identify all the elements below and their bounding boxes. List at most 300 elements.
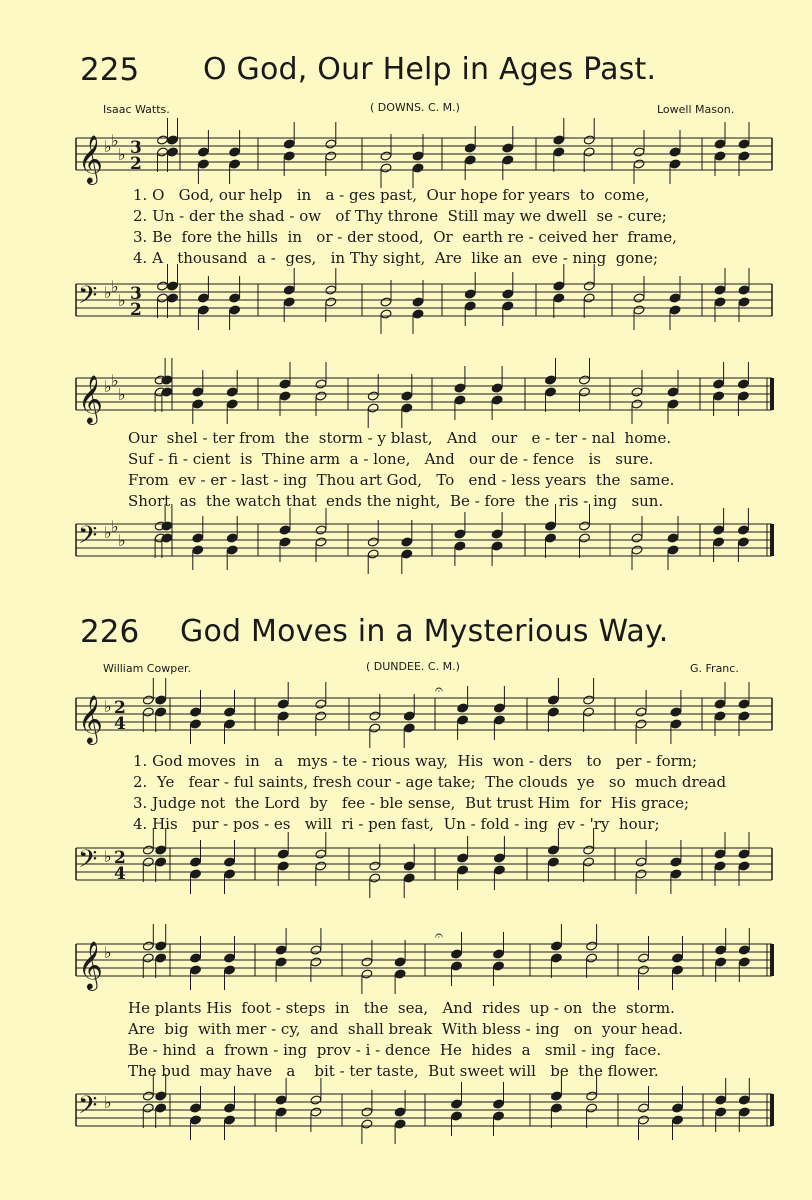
note-head bbox=[167, 281, 179, 291]
note-head bbox=[325, 139, 337, 149]
note-head bbox=[325, 151, 337, 161]
lyric-line: 4. His pur - pos - es will ri - pen fast, Un - fold - ing ev - 'ry hour; bbox=[133, 815, 660, 833]
note-head bbox=[380, 297, 392, 307]
note-head bbox=[315, 391, 327, 401]
note-head bbox=[737, 525, 749, 535]
staff-lines bbox=[76, 698, 772, 730]
bass-clef-icon: 𝄢 bbox=[78, 281, 98, 316]
note-head bbox=[457, 853, 469, 863]
note-head bbox=[545, 387, 557, 397]
music-system bbox=[0, 682, 812, 748]
note-head bbox=[157, 281, 169, 291]
note-head bbox=[633, 147, 645, 157]
lyric-line: From ev - er - last - ing Thou art God, To end - less years the same. bbox=[128, 471, 675, 489]
note-head bbox=[157, 147, 169, 157]
note-head bbox=[226, 387, 238, 397]
note-head bbox=[197, 159, 209, 169]
note-head bbox=[142, 845, 154, 855]
note-head bbox=[279, 379, 291, 389]
time-signature: 2 bbox=[114, 848, 126, 868]
note-head bbox=[310, 957, 322, 967]
note-head bbox=[457, 703, 469, 713]
note-head bbox=[310, 1095, 322, 1105]
note-head bbox=[367, 549, 379, 559]
lyric-line: Suf - fi - cient is Thine arm a - lone, And our de - fence is sure. bbox=[128, 450, 654, 468]
note-head bbox=[275, 957, 287, 967]
hymn-number: 225 bbox=[80, 52, 140, 88]
note-head bbox=[464, 289, 476, 299]
note-head bbox=[155, 695, 167, 705]
note-head bbox=[157, 135, 169, 145]
bass-clef-icon: 𝄢 bbox=[78, 845, 98, 880]
note-head bbox=[550, 941, 562, 951]
fermata-icon: 𝄐 bbox=[435, 928, 443, 944]
note-head bbox=[369, 873, 381, 883]
note-head bbox=[283, 139, 295, 149]
note-head bbox=[142, 1091, 154, 1101]
hymn-title: God Moves in a Mysterious Way. bbox=[180, 614, 669, 649]
note-head bbox=[412, 297, 424, 307]
hymn-author: Isaac Watts. bbox=[103, 103, 170, 116]
note-head bbox=[190, 707, 202, 717]
note-head bbox=[197, 147, 209, 157]
note-head bbox=[714, 297, 726, 307]
note-head bbox=[315, 849, 327, 859]
note-head bbox=[279, 537, 291, 547]
flat-icon: ♭ bbox=[104, 523, 112, 542]
note-head bbox=[155, 845, 167, 855]
note-head bbox=[380, 163, 392, 173]
note-head bbox=[229, 293, 241, 303]
note-head bbox=[369, 861, 381, 871]
note-head bbox=[457, 865, 469, 875]
note-head bbox=[361, 1107, 373, 1117]
notes bbox=[142, 678, 750, 748]
note-head bbox=[283, 285, 295, 295]
note-head bbox=[738, 1095, 750, 1105]
notes bbox=[157, 264, 750, 334]
note-head bbox=[310, 1107, 322, 1117]
note-head bbox=[155, 953, 167, 963]
note-head bbox=[325, 297, 337, 307]
note-head bbox=[394, 1119, 406, 1129]
note-head bbox=[714, 849, 726, 859]
music-system bbox=[0, 272, 812, 332]
lyric-line: He plants His foot - steps in the sea, And rides up - on the storm. bbox=[128, 999, 675, 1017]
note-head bbox=[669, 147, 681, 157]
note-head bbox=[224, 953, 236, 963]
note-head bbox=[545, 375, 557, 385]
hymn-composer: G. Franc. bbox=[690, 662, 739, 675]
flat-icon: ♭ bbox=[118, 145, 126, 164]
note-head bbox=[491, 529, 503, 539]
note-head bbox=[315, 861, 327, 871]
lyric-line: Our shel - ter from the storm - y blast, And our e - ter - nal home. bbox=[128, 429, 672, 447]
flat-icon: ♭ bbox=[111, 371, 119, 390]
note-head bbox=[451, 961, 463, 971]
note-head bbox=[713, 537, 725, 547]
note-head bbox=[583, 695, 595, 705]
note-head bbox=[713, 391, 725, 401]
note-head bbox=[738, 151, 750, 161]
note-head bbox=[738, 711, 750, 721]
note-head bbox=[579, 533, 591, 543]
note-head bbox=[190, 965, 202, 975]
flat-icon: ♭ bbox=[111, 517, 119, 536]
hymn-author: William Cowper. bbox=[103, 662, 191, 675]
lyric-line: Short as the watch that ends the night, Be - fore the ris - ing sun. bbox=[128, 492, 664, 510]
note-head bbox=[631, 399, 643, 409]
note-head bbox=[361, 957, 373, 967]
note-head bbox=[167, 293, 179, 303]
note-head bbox=[670, 869, 682, 879]
treble-clef-icon: 𝄞 bbox=[78, 940, 103, 989]
note-head bbox=[737, 537, 749, 547]
staff-lines bbox=[76, 848, 772, 880]
note-head bbox=[502, 155, 514, 165]
note-head bbox=[464, 143, 476, 153]
note-head bbox=[315, 711, 327, 721]
note-head bbox=[142, 1103, 154, 1113]
note-head bbox=[224, 857, 236, 867]
note-head bbox=[464, 301, 476, 311]
note-head bbox=[493, 715, 505, 725]
note-head bbox=[545, 521, 557, 531]
flat-icon: ♭ bbox=[104, 283, 112, 302]
note-head bbox=[454, 383, 466, 393]
note-head bbox=[491, 541, 503, 551]
note-head bbox=[638, 953, 650, 963]
notes bbox=[142, 1074, 750, 1144]
note-head bbox=[367, 403, 379, 413]
note-head bbox=[583, 135, 595, 145]
note-head bbox=[738, 297, 750, 307]
lyric-line: 3. Be fore the hills in or - der stood, Or earth re - ceived her frame, bbox=[133, 228, 677, 246]
flat-icon: ♭ bbox=[104, 943, 112, 962]
note-head bbox=[229, 305, 241, 315]
note-head bbox=[224, 719, 236, 729]
note-head bbox=[226, 399, 238, 409]
notes bbox=[142, 828, 750, 898]
lyric-line: 2. Ye fear - ful saints, fresh cour - age take; The clouds ye so much dread bbox=[133, 773, 727, 791]
note-head bbox=[553, 135, 565, 145]
treble-clef-icon: 𝄞 bbox=[78, 134, 103, 183]
time-signature: 2 bbox=[114, 698, 126, 718]
note-head bbox=[547, 695, 559, 705]
note-head bbox=[670, 857, 682, 867]
note-head bbox=[638, 1115, 650, 1125]
note-head bbox=[277, 699, 289, 709]
note-head bbox=[403, 711, 415, 721]
note-head bbox=[583, 281, 595, 291]
note-head bbox=[713, 379, 725, 389]
flat-icon: ♭ bbox=[104, 377, 112, 396]
note-head bbox=[277, 849, 289, 859]
note-head bbox=[672, 1103, 684, 1113]
note-head bbox=[283, 297, 295, 307]
note-head bbox=[401, 403, 413, 413]
lyric-line: The bud may have a bit - ter taste, But sweet will be the flower. bbox=[128, 1062, 659, 1080]
lyric-line: Be - hind a frown - ing prov - i - dence He hides a smil - ing face. bbox=[128, 1041, 662, 1059]
note-head bbox=[454, 541, 466, 551]
lyric-line: 1. O God, our help in a - ges past, Our hope for years to come, bbox=[133, 186, 650, 204]
note-head bbox=[583, 845, 595, 855]
flat-icon: ♭ bbox=[111, 277, 119, 296]
lyric-line: 4. A thousand a - ges, in Thy sight, Are like an eve - ning gone; bbox=[133, 249, 659, 267]
note-head bbox=[738, 849, 750, 859]
note-head bbox=[635, 869, 647, 879]
music-system bbox=[0, 366, 812, 426]
note-head bbox=[502, 289, 514, 299]
note-head bbox=[502, 301, 514, 311]
music-system bbox=[0, 836, 812, 898]
note-head bbox=[672, 953, 684, 963]
note-head bbox=[635, 707, 647, 717]
note-head bbox=[545, 533, 557, 543]
note-head bbox=[394, 957, 406, 967]
fermata-icon: 𝄐 bbox=[435, 682, 443, 698]
note-head bbox=[583, 293, 595, 303]
note-head bbox=[155, 941, 167, 951]
note-head bbox=[715, 1095, 727, 1105]
treble-clef-icon: 𝄞 bbox=[78, 374, 103, 423]
note-head bbox=[190, 953, 202, 963]
note-head bbox=[283, 151, 295, 161]
note-head bbox=[155, 857, 167, 867]
lyric-line: Are big with mer - cy, and shall break With bless - ing on your head. bbox=[128, 1020, 683, 1038]
note-head bbox=[714, 151, 726, 161]
note-head bbox=[631, 387, 643, 397]
notes bbox=[154, 504, 749, 574]
time-signature: 4 bbox=[114, 864, 126, 884]
note-head bbox=[190, 719, 202, 729]
note-head bbox=[579, 375, 591, 385]
note-head bbox=[579, 521, 591, 531]
note-head bbox=[547, 857, 559, 867]
note-head bbox=[672, 1115, 684, 1125]
note-head bbox=[579, 387, 591, 397]
note-head bbox=[715, 957, 727, 967]
note-head bbox=[667, 533, 679, 543]
note-head bbox=[142, 941, 154, 951]
note-head bbox=[586, 941, 598, 951]
note-head bbox=[457, 715, 469, 725]
note-head bbox=[401, 537, 413, 547]
music-system bbox=[0, 928, 812, 994]
note-head bbox=[493, 949, 505, 959]
note-head bbox=[493, 853, 505, 863]
flat-icon: ♭ bbox=[104, 137, 112, 156]
note-head bbox=[315, 379, 327, 389]
note-head bbox=[190, 1115, 202, 1125]
note-head bbox=[403, 723, 415, 733]
staff-lines bbox=[76, 284, 772, 316]
note-head bbox=[192, 545, 204, 555]
note-head bbox=[229, 147, 241, 157]
note-head bbox=[493, 961, 505, 971]
note-head bbox=[401, 391, 413, 401]
note-head bbox=[583, 857, 595, 867]
note-head bbox=[633, 305, 645, 315]
note-head bbox=[553, 293, 565, 303]
note-head bbox=[633, 159, 645, 169]
note-head bbox=[638, 965, 650, 975]
time-signature: 3 bbox=[130, 284, 142, 304]
note-head bbox=[714, 861, 726, 871]
note-head bbox=[369, 711, 381, 721]
note-head bbox=[403, 873, 415, 883]
flat-icon: ♭ bbox=[104, 697, 112, 716]
note-head bbox=[325, 285, 337, 295]
note-head bbox=[155, 707, 167, 717]
lyric-line: 1. God moves in a mys - te - rious way, His won - ders to per - form; bbox=[133, 752, 698, 770]
note-head bbox=[229, 159, 241, 169]
note-head bbox=[635, 719, 647, 729]
flat-icon: ♭ bbox=[118, 531, 126, 550]
lyric-line: 3. Judge not the Lord by fee - ble sense, But trust Him for His grace; bbox=[133, 794, 690, 812]
note-head bbox=[367, 391, 379, 401]
notes bbox=[142, 924, 750, 994]
note-head bbox=[451, 1099, 463, 1109]
time-signature: 2 bbox=[130, 300, 142, 320]
note-head bbox=[464, 155, 476, 165]
note-head bbox=[403, 861, 415, 871]
note-head bbox=[738, 1107, 750, 1117]
note-head bbox=[361, 1119, 373, 1129]
note-head bbox=[451, 949, 463, 959]
note-head bbox=[669, 293, 681, 303]
note-head bbox=[553, 147, 565, 157]
note-head bbox=[738, 699, 750, 709]
note-head bbox=[670, 719, 682, 729]
note-head bbox=[224, 707, 236, 717]
note-head bbox=[380, 151, 392, 161]
note-head bbox=[670, 707, 682, 717]
staff-lines bbox=[76, 138, 772, 170]
note-head bbox=[380, 309, 392, 319]
note-head bbox=[315, 525, 327, 535]
note-head bbox=[667, 399, 679, 409]
note-head bbox=[493, 1111, 505, 1121]
note-head bbox=[142, 857, 154, 867]
music-system bbox=[0, 512, 812, 572]
treble-clef-icon: 𝄞 bbox=[78, 694, 103, 743]
note-head bbox=[394, 969, 406, 979]
note-head bbox=[142, 695, 154, 705]
hymn-composer: Lowell Mason. bbox=[657, 103, 735, 116]
flat-icon: ♭ bbox=[104, 847, 112, 866]
note-head bbox=[226, 533, 238, 543]
notes bbox=[157, 118, 750, 188]
note-head bbox=[192, 399, 204, 409]
note-head bbox=[224, 965, 236, 975]
music-system bbox=[0, 1082, 812, 1144]
note-head bbox=[713, 525, 725, 535]
note-head bbox=[714, 139, 726, 149]
note-head bbox=[279, 525, 291, 535]
note-head bbox=[412, 151, 424, 161]
note-head bbox=[197, 305, 209, 315]
note-head bbox=[714, 711, 726, 721]
note-head bbox=[277, 861, 289, 871]
note-head bbox=[454, 395, 466, 405]
note-head bbox=[401, 549, 413, 559]
note-head bbox=[493, 1099, 505, 1109]
note-head bbox=[553, 281, 565, 291]
note-head bbox=[226, 545, 238, 555]
note-head bbox=[631, 533, 643, 543]
note-head bbox=[586, 953, 598, 963]
note-head bbox=[667, 545, 679, 555]
note-head bbox=[315, 537, 327, 547]
hymn-tune: ( DUNDEE. C. M.) bbox=[366, 660, 460, 673]
note-head bbox=[493, 865, 505, 875]
note-head bbox=[454, 529, 466, 539]
note-head bbox=[190, 857, 202, 867]
note-head bbox=[547, 845, 559, 855]
flat-icon: ♭ bbox=[118, 385, 126, 404]
note-head bbox=[315, 699, 327, 709]
note-head bbox=[631, 545, 643, 555]
note-head bbox=[738, 957, 750, 967]
note-head bbox=[167, 147, 179, 157]
note-head bbox=[714, 285, 726, 295]
note-head bbox=[667, 387, 679, 397]
note-head bbox=[550, 1091, 562, 1101]
note-head bbox=[279, 391, 291, 401]
note-head bbox=[633, 293, 645, 303]
note-head bbox=[192, 387, 204, 397]
lyric-line: 2. Un - der the shad - ow of Thy throne Still may we dwell se - cure; bbox=[133, 207, 667, 225]
hymn-number: 226 bbox=[80, 614, 140, 650]
bass-clef-icon: 𝄢 bbox=[78, 1091, 98, 1126]
note-head bbox=[547, 707, 559, 717]
note-head bbox=[167, 135, 179, 145]
note-head bbox=[586, 1091, 598, 1101]
note-head bbox=[502, 143, 514, 153]
note-head bbox=[583, 707, 595, 717]
music-system bbox=[0, 126, 812, 186]
note-head bbox=[224, 869, 236, 879]
note-head bbox=[367, 537, 379, 547]
note-head bbox=[277, 711, 289, 721]
note-head bbox=[155, 1103, 167, 1113]
time-signature: 4 bbox=[114, 714, 126, 734]
flat-icon: ♭ bbox=[111, 131, 119, 150]
note-head bbox=[737, 391, 749, 401]
hymn-tune: ( DOWNS. C. M.) bbox=[370, 101, 460, 114]
time-signature: 3 bbox=[130, 138, 142, 158]
note-head bbox=[550, 1103, 562, 1113]
note-head bbox=[738, 139, 750, 149]
note-head bbox=[451, 1111, 463, 1121]
note-head bbox=[142, 707, 154, 717]
note-head bbox=[491, 383, 503, 393]
note-head bbox=[715, 1107, 727, 1117]
note-head bbox=[412, 309, 424, 319]
note-head bbox=[157, 293, 169, 303]
note-head bbox=[361, 969, 373, 979]
note-head bbox=[142, 953, 154, 963]
time-signature: 2 bbox=[130, 154, 142, 174]
flat-icon: ♭ bbox=[104, 1093, 112, 1112]
note-head bbox=[714, 699, 726, 709]
note-head bbox=[197, 293, 209, 303]
note-head bbox=[493, 703, 505, 713]
bass-clef-icon: 𝄢 bbox=[78, 521, 98, 556]
note-head bbox=[550, 953, 562, 963]
note-head bbox=[155, 1091, 167, 1101]
